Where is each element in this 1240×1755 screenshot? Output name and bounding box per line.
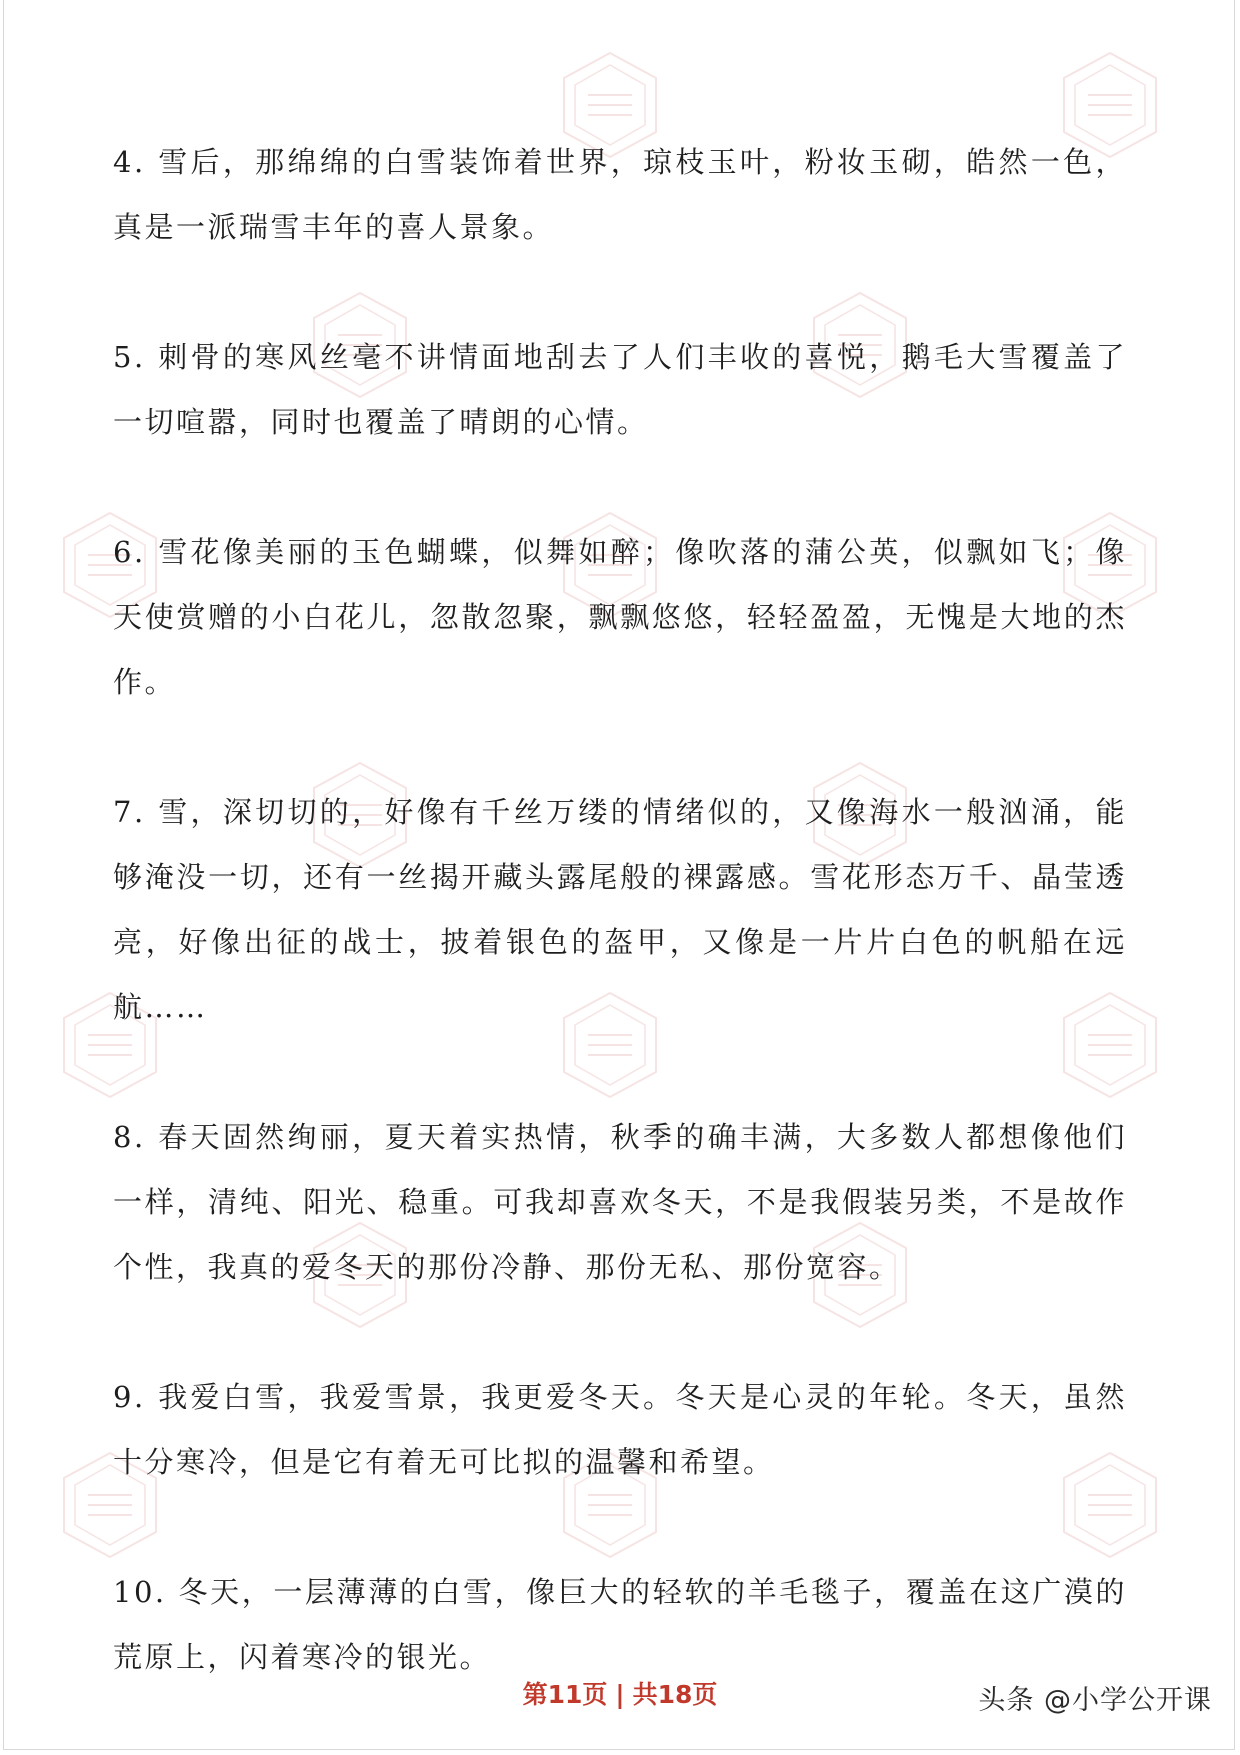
- source-watermark: 头条 @小学公开课: [978, 1685, 1212, 1716]
- paragraph-7: 7. 雪，深切切的，好像有千丝万缕的情绪似的，又像海水一般汹涌，能够淹没一切，还有一丝揭开藏头露尾般的裸露感。雪花形态万千、晶莹透亮，好像出征的战士，披着银色的盔甲，又像是一片片白色的帆船在远航……: [113, 795, 1127, 1024]
- page-total: 共18页: [632, 1680, 718, 1709]
- paragraph-9: 9. 我爱白雪，我爱雪景，我更爱冬天。冬天是心灵的年轮。冬天，虽然十分寒冷，但是它有着无可比拟的温馨和希望。: [113, 1380, 1127, 1479]
- paragraph-8: 8. 春天固然绚丽，夏天着实热情，秋季的确丰满，大多数人都想像他们一样，清纯、阳光、稳重。可我却喜欢冬天，不是我假装另类，不是故作个性，我真的爱冬天的那份冷静、那份无私、那份宽容。: [113, 1120, 1127, 1284]
- page-current: 第11页: [522, 1680, 608, 1709]
- paragraph-5: 5. 刺骨的寒风丝毫不讲情面地刮去了人们丰收的喜悦，鹅毛大雪覆盖了一切喧嚣，同时也覆盖了晴朗的心情。: [113, 340, 1127, 439]
- paragraph-6: 6. 雪花像美丽的玉色蝴蝶，似舞如醉；像吹落的蒲公英，似飘如飞；像天使赏赠的小白花儿，忽散忽聚，飘飘悠悠，轻轻盈盈，无愧是大地的杰作。: [113, 535, 1127, 699]
- document-body: [113, 130, 1127, 1755]
- paragraph-10: 10. 冬天，一层薄薄的白雪，像巨大的轻软的羊毛毯子，覆盖在这广漠的荒原上，闪着寒冷的银光。: [113, 1575, 1127, 1674]
- page-separator: |: [615, 1680, 625, 1709]
- paragraph-4: 4. 雪后，那绵绵的白雪装饰着世界，琼枝玉叶，粉妆玉砌，皓然一色，真是一派瑞雪丰年的喜人景象。: [113, 145, 1127, 244]
